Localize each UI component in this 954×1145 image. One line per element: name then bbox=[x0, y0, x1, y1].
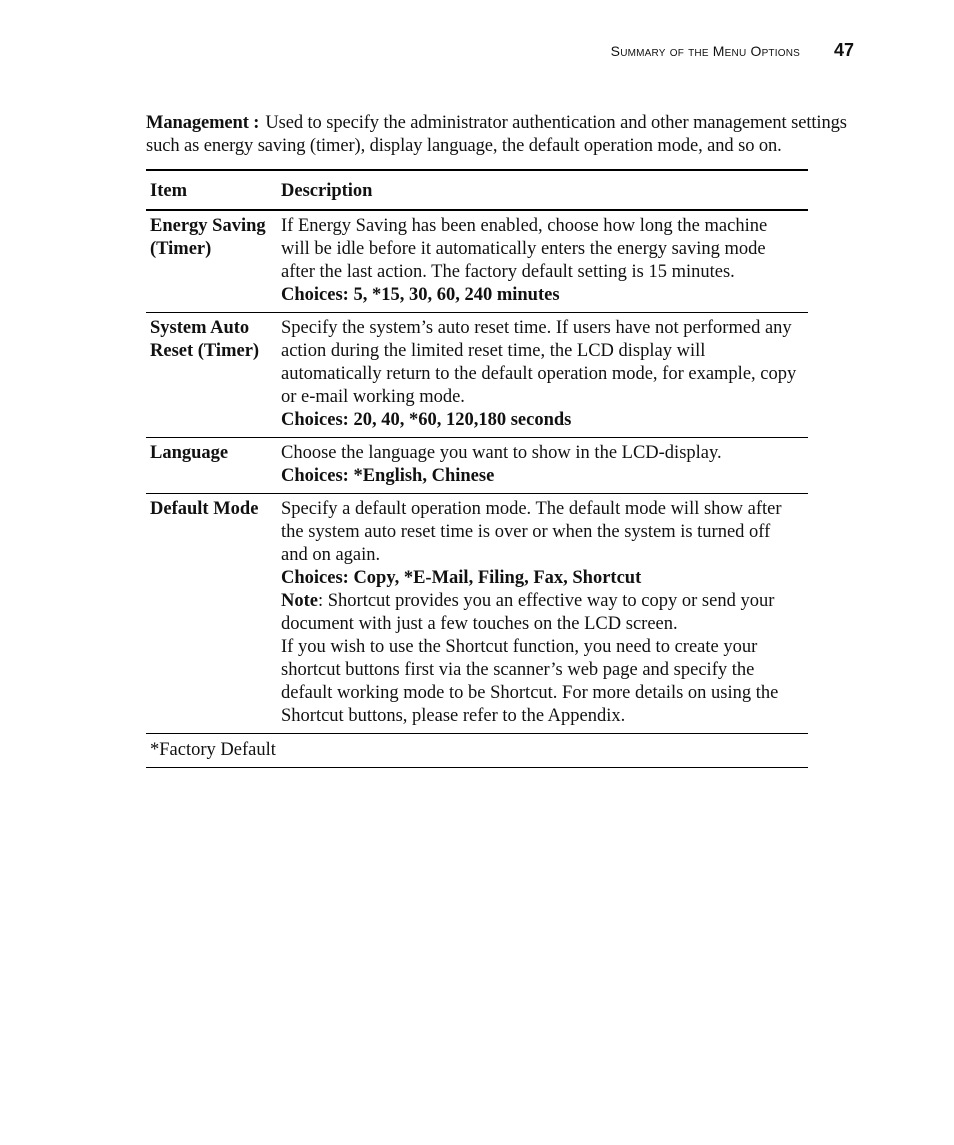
description-cell bbox=[281, 442, 808, 488]
table-row bbox=[146, 494, 808, 733]
item-name-line: Reset (Timer) bbox=[150, 341, 260, 361]
description-text: Specify the system’s auto reset time. If users have not performed any action during the limited reset time, the LCD display will automatically return to the default operation mode, for example, copy or e-mail working mode. bbox=[281, 318, 797, 407]
item-name-line: Language bbox=[150, 443, 229, 463]
column-header-description: Description bbox=[281, 181, 373, 201]
page-number: 47 bbox=[833, 40, 854, 60]
description-text: Choose the language you want to show in the LCD-display. bbox=[281, 443, 722, 463]
item-name-line: (Timer) bbox=[150, 239, 212, 259]
table-bottom-rule bbox=[146, 767, 808, 768]
table-header-row bbox=[146, 171, 808, 209]
item-cell bbox=[146, 215, 281, 307]
table-row bbox=[146, 211, 808, 312]
item-cell bbox=[146, 317, 281, 432]
description-text: If Energy Saving has been enabled, choose how long the machine will be idle before it automatically enters the energy saving mode after the last action. The factory default setting is 15 minutes. bbox=[281, 216, 768, 282]
page-header bbox=[400, 40, 854, 66]
note-body: : Shortcut provides you an effective way to copy or send your document with just a few touches on the LCD screen. bbox=[281, 591, 775, 634]
column-header-item: Item bbox=[150, 181, 187, 201]
item-cell bbox=[146, 498, 281, 728]
item-cell bbox=[146, 442, 281, 488]
description-cell bbox=[281, 317, 808, 432]
intro-text: Used to specify the administrator authentication and other management settings such as energy saving (timer), display language, the default operation mode, and so on. bbox=[146, 113, 847, 156]
choices-text: Choices: Copy, *E-Mail, Filing, Fax, Shortcut bbox=[281, 568, 642, 588]
item-name-line: Default Mode bbox=[150, 499, 259, 519]
table-row bbox=[146, 313, 808, 437]
running-header-title: Summary of the Menu Options bbox=[610, 43, 800, 59]
item-name-line: System Auto bbox=[150, 318, 250, 338]
description-cell bbox=[281, 498, 808, 728]
choices-text: Choices: *English, Chinese bbox=[281, 466, 495, 486]
intro-term: Management : bbox=[146, 113, 260, 133]
shortcut-info-text: If you wish to use the Shortcut function, you need to create your shortcut buttons first via the scanner’s web page and specify the default working mode to be Shortcut. For more details on using the Shortcut buttons, please refer to the Appendix. bbox=[281, 637, 779, 726]
note-text bbox=[281, 590, 800, 636]
note-label: Note bbox=[281, 591, 318, 611]
choices-text: Choices: 20, 40, *60, 120,180 seconds bbox=[281, 410, 572, 430]
intro-paragraph bbox=[146, 112, 858, 158]
table-footnote: *Factory Default bbox=[150, 740, 276, 760]
description-text: Specify a default operation mode. The default mode will show after the system auto reset time is over or when the system is turned off and on again. bbox=[281, 499, 782, 565]
choices-text: Choices: 5, *15, 30, 60, 240 minutes bbox=[281, 285, 560, 305]
item-name-line: Energy Saving bbox=[150, 216, 266, 236]
table-row bbox=[146, 438, 808, 493]
menu-options-table bbox=[146, 169, 808, 768]
description-cell bbox=[281, 215, 808, 307]
